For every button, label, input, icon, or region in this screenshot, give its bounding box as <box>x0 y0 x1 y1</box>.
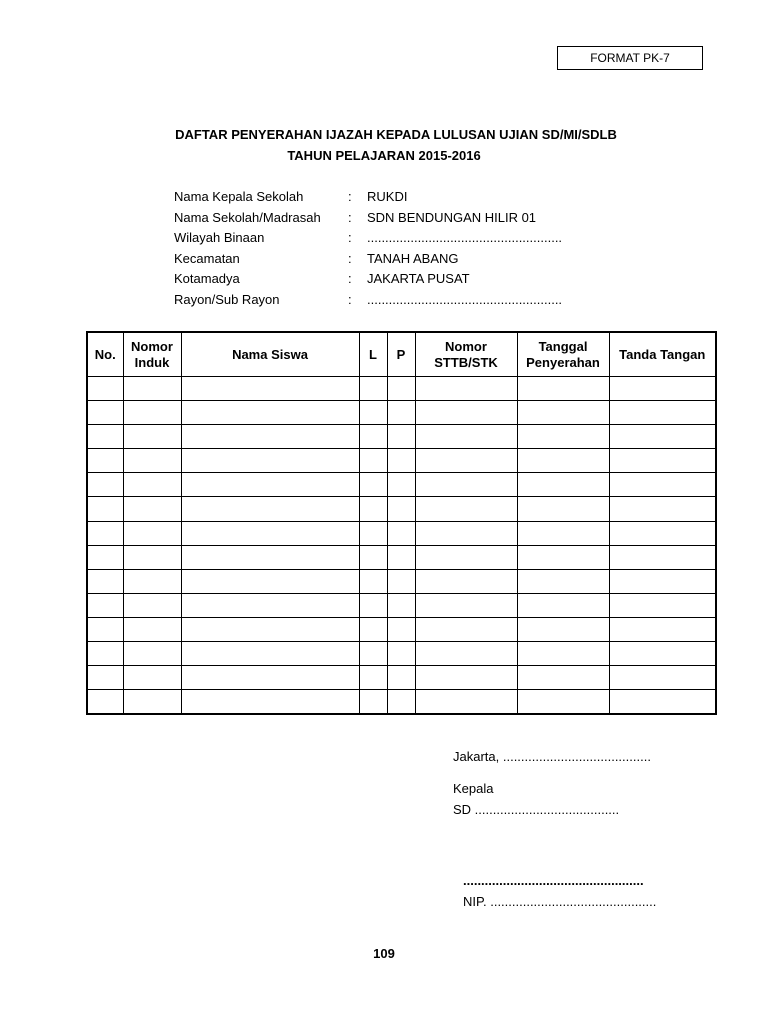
table-cell <box>387 401 415 425</box>
table-row <box>87 569 716 593</box>
table-cell <box>517 617 609 641</box>
info-value: ...................................................... <box>367 230 563 246</box>
table-header-row <box>87 332 716 377</box>
header-nama-siswa: Nama Siswa <box>181 332 359 377</box>
table-cell <box>87 497 123 521</box>
table-cell <box>181 545 359 569</box>
table-cell <box>517 377 609 401</box>
table-cell <box>359 617 387 641</box>
table-cell <box>87 449 123 473</box>
table-row <box>87 473 716 497</box>
table-cell <box>609 521 716 545</box>
table-cell <box>517 401 609 425</box>
table-body <box>87 377 716 715</box>
place-date: Jakarta, ......................................... <box>453 749 651 764</box>
table-cell <box>517 545 609 569</box>
table-cell <box>181 497 359 521</box>
table-cell <box>123 569 181 593</box>
table-cell <box>387 666 415 690</box>
table-cell <box>359 521 387 545</box>
table-cell <box>415 377 517 401</box>
table-cell <box>359 401 387 425</box>
table-cell <box>415 473 517 497</box>
info-row-region <box>174 228 594 249</box>
table-cell <box>123 593 181 617</box>
table-cell <box>359 642 387 666</box>
table-cell <box>415 425 517 449</box>
table-cell <box>517 593 609 617</box>
info-colon: : <box>348 250 352 266</box>
table-cell <box>387 642 415 666</box>
table-cell <box>387 690 415 715</box>
info-value: ...................................................... <box>367 291 563 307</box>
signer-name-line: .................................................. <box>463 873 644 888</box>
school-info <box>174 187 594 311</box>
table-row <box>87 449 716 473</box>
table-cell <box>609 449 716 473</box>
info-row-school <box>174 208 594 229</box>
table-cell <box>609 377 716 401</box>
table-cell <box>181 642 359 666</box>
table-row <box>87 545 716 569</box>
table-cell <box>181 449 359 473</box>
info-colon: : <box>348 209 352 225</box>
table-row <box>87 593 716 617</box>
table-cell <box>415 617 517 641</box>
table-cell <box>387 497 415 521</box>
table-cell <box>517 666 609 690</box>
table-cell <box>415 521 517 545</box>
info-row-rayon <box>174 290 594 311</box>
signer-nip: NIP. .............................................. <box>463 894 657 909</box>
table-cell <box>359 690 387 715</box>
table-cell <box>517 521 609 545</box>
table-cell <box>415 690 517 715</box>
table-cell <box>415 545 517 569</box>
info-colon: : <box>348 271 352 287</box>
info-row-district <box>174 249 594 270</box>
table-cell <box>387 545 415 569</box>
table-cell <box>181 377 359 401</box>
table-cell <box>87 425 123 449</box>
header-tanda-tangan: Tanda Tangan <box>609 332 716 377</box>
table-cell <box>181 521 359 545</box>
info-colon: : <box>348 291 352 307</box>
table-cell <box>359 377 387 401</box>
table-cell <box>387 449 415 473</box>
info-value: SDN BENDUNGAN HILIR 01 <box>367 209 537 225</box>
table-cell <box>609 497 716 521</box>
info-value: JAKARTA PUSAT <box>367 271 470 287</box>
table-cell <box>359 449 387 473</box>
document-subtitle: TAHUN PELAJARAN 2015-2016 <box>287 148 481 163</box>
table-cell <box>359 425 387 449</box>
table-row <box>87 401 716 425</box>
header-tanggal: Tanggal Penyerahan <box>517 332 609 377</box>
info-value: RUKDI <box>367 189 408 204</box>
table-cell <box>609 545 716 569</box>
info-colon: : <box>348 230 352 246</box>
graduates-table <box>86 331 717 715</box>
table-cell <box>609 425 716 449</box>
table-cell <box>415 401 517 425</box>
format-label: FORMAT PK-7 <box>557 46 703 70</box>
document-title: DAFTAR PENYERAHAN IJAZAH KEPADA LULUSAN UJIAN SD/MI/SDLB <box>175 127 617 142</box>
table-cell <box>87 593 123 617</box>
table-cell <box>123 617 181 641</box>
table-cell <box>123 642 181 666</box>
table-cell <box>123 666 181 690</box>
info-row-headmaster <box>174 187 594 208</box>
page-number: 109 <box>373 946 395 961</box>
table-cell <box>123 425 181 449</box>
table-cell <box>387 473 415 497</box>
table-row <box>87 377 716 401</box>
table-cell <box>181 473 359 497</box>
header-no: No. <box>87 332 123 377</box>
table-cell <box>123 521 181 545</box>
table-cell <box>609 642 716 666</box>
table-cell <box>387 377 415 401</box>
table-cell <box>517 690 609 715</box>
table-cell <box>609 401 716 425</box>
table-cell <box>87 521 123 545</box>
table-cell <box>387 593 415 617</box>
table-row <box>87 425 716 449</box>
info-row-city <box>174 269 594 290</box>
table-cell <box>87 642 123 666</box>
table-cell <box>609 690 716 715</box>
table-cell <box>181 690 359 715</box>
table-cell <box>181 401 359 425</box>
table-cell <box>87 401 123 425</box>
table-cell <box>517 425 609 449</box>
table-cell <box>359 497 387 521</box>
table-cell <box>87 617 123 641</box>
table-cell <box>87 545 123 569</box>
table-cell <box>123 497 181 521</box>
table-cell <box>415 593 517 617</box>
signer-role: Kepala <box>453 781 494 796</box>
table-cell <box>359 666 387 690</box>
table-cell <box>123 377 181 401</box>
table-cell <box>123 690 181 715</box>
table-cell <box>359 473 387 497</box>
table-row <box>87 617 716 641</box>
header-nomor-induk: Nomor Induk <box>123 332 181 377</box>
table-cell <box>609 666 716 690</box>
table-cell <box>123 401 181 425</box>
table-cell <box>123 449 181 473</box>
table-cell <box>517 449 609 473</box>
table-cell <box>87 690 123 715</box>
table-cell <box>609 593 716 617</box>
table-cell <box>517 497 609 521</box>
table-row <box>87 666 716 690</box>
table-cell <box>181 569 359 593</box>
table-cell <box>87 569 123 593</box>
table-cell <box>123 545 181 569</box>
info-label: Nama Sekolah/Madrasah <box>174 209 321 225</box>
table-cell <box>609 569 716 593</box>
table-cell <box>415 569 517 593</box>
header-nomor-sttb: Nomor STTB/STK <box>415 332 517 377</box>
table-row <box>87 521 716 545</box>
table-row <box>87 642 716 666</box>
table-cell <box>387 617 415 641</box>
table-cell <box>181 617 359 641</box>
table-cell <box>517 642 609 666</box>
table-cell <box>123 473 181 497</box>
info-label: Nama Kepala Sekolah <box>174 189 304 204</box>
table-cell <box>609 473 716 497</box>
info-label: Wilayah Binaan <box>174 230 265 246</box>
table-cell <box>359 545 387 569</box>
signer-school: SD ........................................ <box>453 802 620 817</box>
table-cell <box>87 377 123 401</box>
info-value: TANAH ABANG <box>367 250 459 266</box>
table-cell <box>87 666 123 690</box>
table-cell <box>387 569 415 593</box>
table-cell <box>609 617 716 641</box>
table-cell <box>415 497 517 521</box>
table-cell <box>387 425 415 449</box>
header-p: P <box>387 332 415 377</box>
info-colon: : <box>348 189 352 204</box>
table-row <box>87 497 716 521</box>
table-row <box>87 690 716 715</box>
table-cell <box>387 521 415 545</box>
table-cell <box>415 666 517 690</box>
table-cell <box>181 593 359 617</box>
table-cell <box>415 449 517 473</box>
table-cell <box>181 666 359 690</box>
info-label: Kecamatan <box>174 250 240 266</box>
info-label: Kotamadya <box>174 271 240 287</box>
info-label: Rayon/Sub Rayon <box>174 291 280 307</box>
header-l: L <box>359 332 387 377</box>
table-cell <box>87 473 123 497</box>
table-cell <box>517 473 609 497</box>
table-cell <box>359 593 387 617</box>
table-cell <box>359 569 387 593</box>
table-cell <box>181 425 359 449</box>
table-cell <box>415 642 517 666</box>
table-cell <box>517 569 609 593</box>
